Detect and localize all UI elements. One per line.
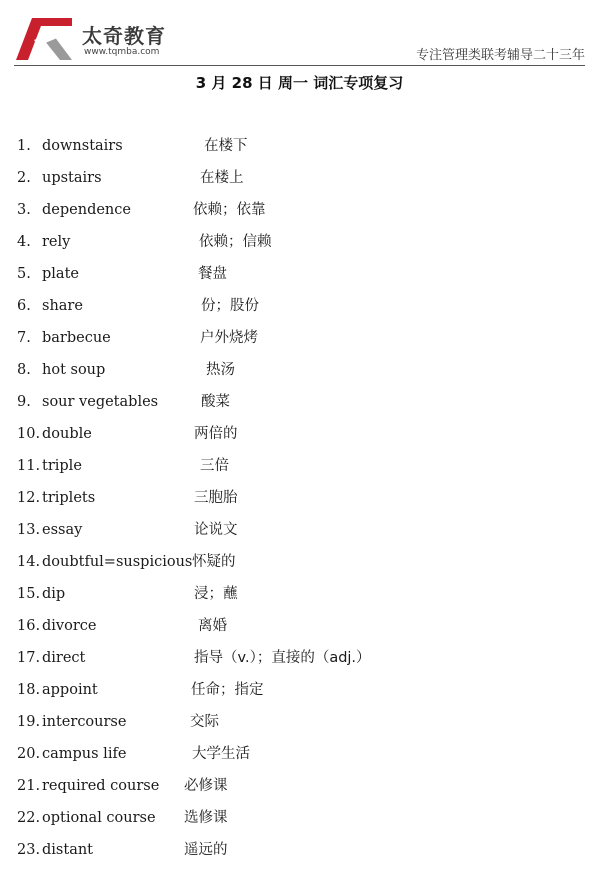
item-number: 17. (17, 650, 41, 666)
item-number: 1. (17, 138, 31, 154)
english-word: barbecue (42, 330, 111, 346)
list-item (0, 386, 599, 418)
item-number: 10. (17, 426, 41, 442)
item-number: 14. (17, 554, 41, 570)
chinese-meaning: 三胞胎 (194, 490, 238, 506)
chinese-meaning: 选修课 (184, 810, 228, 826)
chinese-meaning: 餐盘 (198, 266, 227, 282)
item-number: 22. (17, 810, 41, 826)
item-number: 13. (17, 522, 41, 538)
english-word: dip (42, 586, 66, 602)
english-word: plate (42, 266, 79, 282)
list-item (0, 450, 599, 482)
english-word: essay (42, 522, 83, 538)
list-item (0, 482, 599, 514)
chinese-meaning: 户外烧烤 (200, 330, 258, 346)
chinese-meaning: 依赖；信赖 (199, 234, 272, 250)
brand-name: 太奇教育 (82, 24, 166, 48)
item-number: 7. (17, 330, 31, 346)
item-number: 12. (17, 490, 41, 506)
tq-logo-icon (14, 16, 76, 62)
list-item (0, 578, 599, 610)
item-number: 2. (17, 170, 31, 186)
item-number: 19. (17, 714, 41, 730)
vocab-list (0, 130, 599, 866)
list-item (0, 642, 599, 674)
english-word: optional course (42, 810, 156, 826)
item-number: 21. (17, 778, 41, 794)
english-word: divorce (42, 618, 97, 634)
item-number: 6. (17, 298, 31, 314)
list-item (0, 514, 599, 546)
chinese-meaning: 两倍的 (194, 426, 238, 442)
chinese-meaning: 份；股份 (201, 298, 259, 314)
item-number: 9. (17, 394, 31, 410)
english-word: intercourse (42, 714, 127, 730)
english-word: appoint (42, 682, 98, 698)
chinese-meaning: 遥远的 (184, 842, 228, 858)
english-word: dependence (42, 202, 131, 218)
item-number: 16. (17, 618, 41, 634)
header-tagline: 专注管理类联考辅导二十三年 (415, 48, 585, 63)
list-item (0, 258, 599, 290)
list-item (0, 706, 599, 738)
chinese-meaning: 热汤 (206, 362, 235, 378)
english-word: rely (42, 234, 71, 250)
chinese-meaning: 交际 (190, 714, 219, 730)
list-item (0, 354, 599, 386)
list-item (0, 130, 599, 162)
english-word: doubtful=suspicious (42, 554, 193, 570)
english-word: share (42, 298, 83, 314)
english-word: distant (42, 842, 93, 858)
chinese-meaning: 酸菜 (201, 394, 230, 410)
item-number: 4. (17, 234, 31, 250)
english-word: direct (42, 650, 86, 666)
chinese-meaning: 依赖；依靠 (193, 202, 266, 218)
chinese-meaning: 在楼上 (200, 170, 244, 186)
chinese-meaning: 在楼下 (204, 138, 248, 154)
chinese-meaning: 浸；蘸 (194, 586, 238, 602)
chinese-meaning: 论说文 (194, 522, 238, 538)
item-number: 11. (17, 458, 41, 474)
chinese-meaning: 指导（v.）；直接的（adj.） (194, 650, 371, 666)
brand-logo[interactable] (14, 16, 174, 64)
english-word: triplets (42, 490, 96, 506)
page-title: 3 月 28 日 周一 词汇专项复习 (195, 74, 404, 92)
list-item (0, 226, 599, 258)
chinese-meaning: 离婚 (198, 618, 227, 634)
list-item (0, 674, 599, 706)
item-number: 23. (17, 842, 41, 858)
english-word: campus life (42, 746, 127, 762)
item-number: 3. (17, 202, 31, 218)
item-number: 5. (17, 266, 31, 282)
list-item (0, 546, 599, 578)
brand-url[interactable]: www.tqmba.com (84, 47, 160, 57)
list-item (0, 802, 599, 834)
chinese-meaning: 大学生活 (192, 746, 250, 762)
list-item (0, 162, 599, 194)
item-number: 15. (17, 586, 41, 602)
english-word: upstairs (42, 170, 102, 186)
list-item (0, 834, 599, 866)
list-item (0, 290, 599, 322)
header-divider (14, 65, 585, 66)
english-word: required course (42, 778, 160, 794)
list-item (0, 770, 599, 802)
item-number: 20. (17, 746, 41, 762)
chinese-meaning: 三倍 (200, 458, 229, 474)
list-item (0, 738, 599, 770)
english-word: hot soup (42, 362, 106, 378)
list-item (0, 194, 599, 226)
list-item (0, 322, 599, 354)
item-number: 8. (17, 362, 31, 378)
chinese-meaning: 怀疑的 (192, 554, 236, 570)
item-number: 18. (17, 682, 41, 698)
list-item (0, 610, 599, 642)
chinese-meaning: 必修课 (184, 778, 228, 794)
english-word: sour vegetables (42, 394, 159, 410)
english-word: triple (42, 458, 82, 474)
english-word: double (42, 426, 92, 442)
chinese-meaning: 任命；指定 (191, 682, 264, 698)
english-word: downstairs (42, 138, 123, 154)
list-item (0, 418, 599, 450)
